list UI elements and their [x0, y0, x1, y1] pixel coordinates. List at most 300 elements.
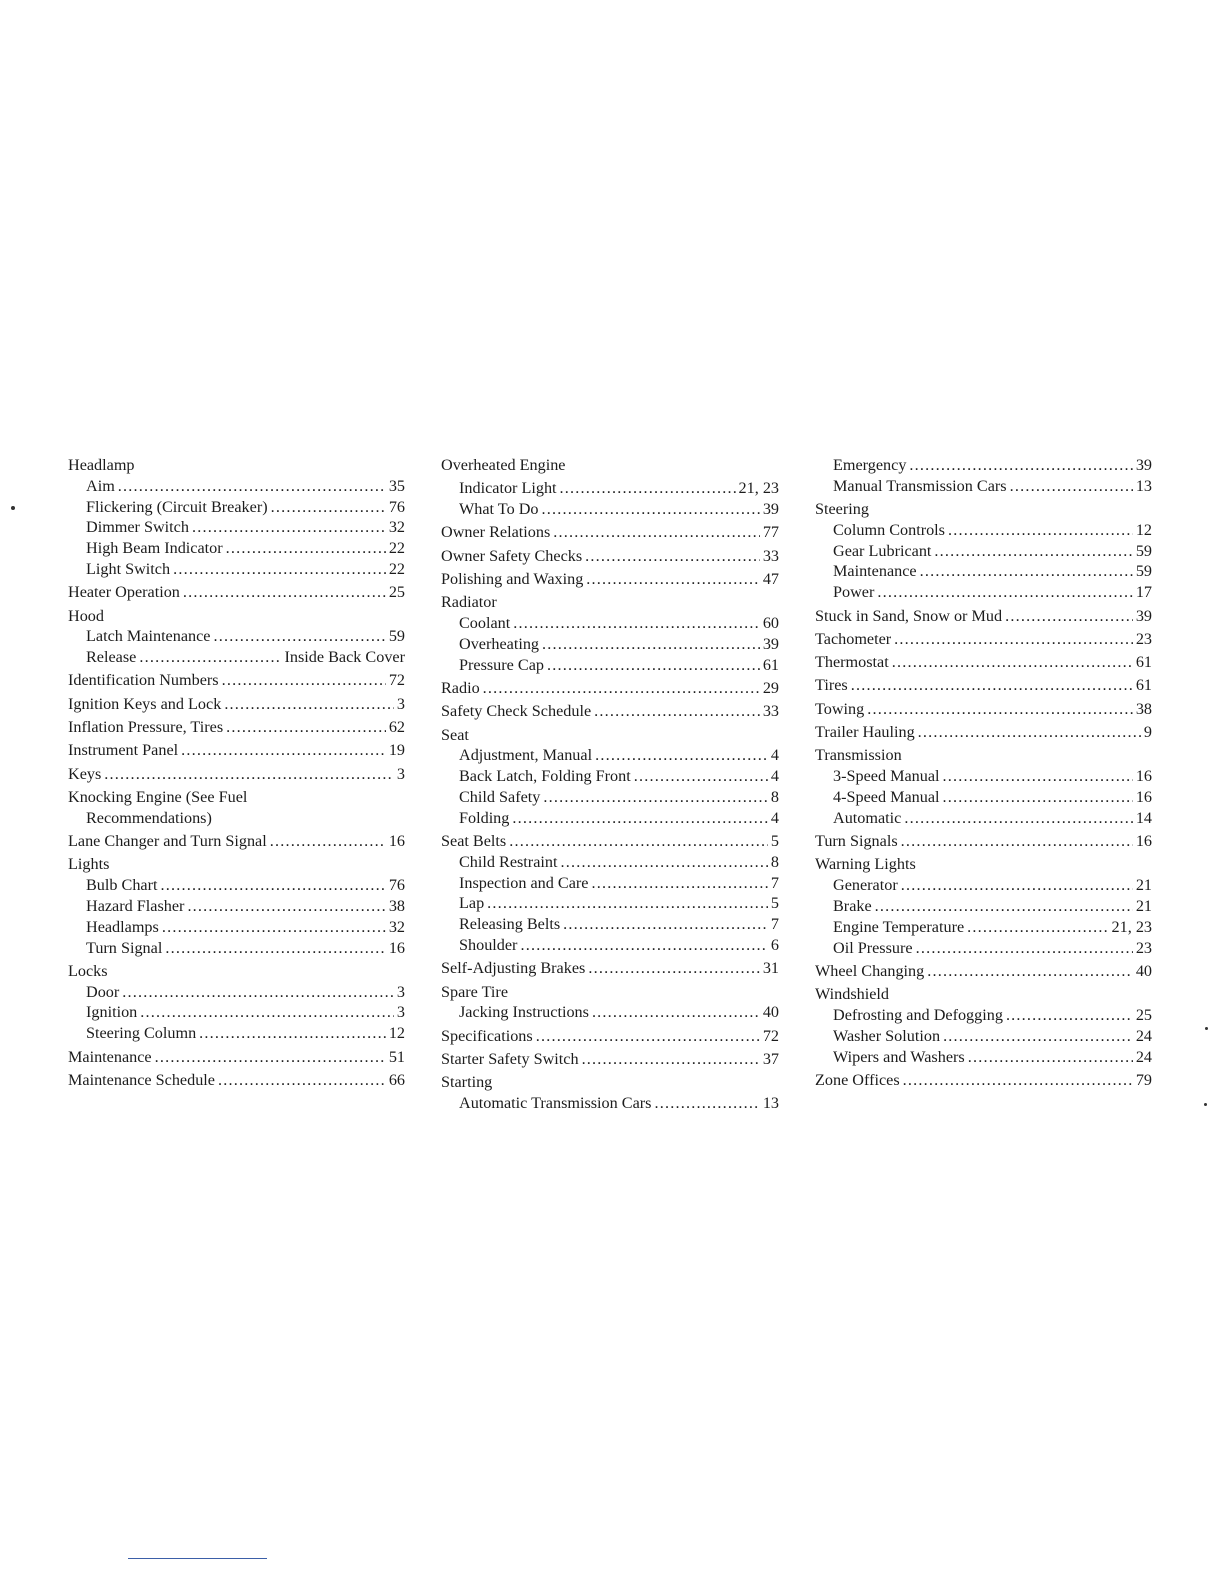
- entry-label: Starting: [441, 1073, 493, 1092]
- index-entry: [815, 896, 1152, 917]
- entry-page: 21, 23: [738, 479, 779, 498]
- entry-page: 32: [388, 917, 405, 936]
- index-entry: [68, 606, 405, 627]
- entry-label: Recommendations): [86, 808, 212, 827]
- index-entry: [815, 808, 1152, 829]
- index-entry: [441, 592, 779, 613]
- entry-page: 17: [1135, 583, 1152, 602]
- entry-label: Identification Numbers: [68, 671, 219, 690]
- entry-label: Ignition: [86, 1003, 138, 1022]
- entry-page: 22: [388, 559, 405, 578]
- index-entry: [68, 1047, 405, 1068]
- index-column-1: [68, 455, 405, 1091]
- dot-leader: [595, 745, 768, 766]
- index-entry: [815, 476, 1152, 497]
- index-entry: [68, 787, 405, 808]
- entry-label: Light Switch: [86, 559, 171, 578]
- margin-dot-right-lower: [1204, 1103, 1207, 1106]
- dot-leader: [943, 1026, 1133, 1047]
- entry-label: Warning Lights: [815, 855, 916, 874]
- entry-page: 39: [1135, 456, 1152, 474]
- index-entry: [815, 1047, 1152, 1068]
- index-entry: [815, 606, 1152, 627]
- dot-leader: [591, 873, 767, 894]
- entry-label: Inspection and Care: [459, 873, 589, 892]
- entry-label: Turn Signals: [815, 832, 898, 851]
- dot-leader: [162, 917, 386, 938]
- entry-page: 19: [388, 741, 405, 760]
- dot-leader: [592, 1002, 760, 1023]
- entry-page: 12: [388, 1024, 405, 1043]
- dot-leader: [875, 896, 1133, 917]
- dot-leader: [1006, 1005, 1133, 1026]
- index-entry: [68, 1023, 405, 1044]
- dot-leader: [867, 699, 1133, 720]
- entry-label: Dimmer Switch: [86, 518, 189, 537]
- entry-label: Locks: [68, 961, 108, 980]
- index-entry: [441, 893, 779, 914]
- entry-page: 39: [762, 634, 779, 653]
- entry-label: Radiator: [441, 593, 497, 612]
- index-entry: [68, 896, 405, 917]
- index-entry: [441, 655, 779, 676]
- entry-label: Generator: [833, 876, 898, 895]
- dot-leader: [181, 740, 386, 761]
- entry-page: 16: [388, 832, 405, 851]
- dot-leader: [547, 655, 760, 676]
- index-entry: [815, 722, 1152, 743]
- footnote-rule: [128, 1558, 267, 1559]
- dot-leader: [214, 626, 386, 647]
- dot-leader: [161, 875, 386, 896]
- entry-page: 25: [1135, 1005, 1152, 1024]
- entry-label: Column Controls: [833, 520, 945, 539]
- entry-page: 23: [1135, 938, 1152, 957]
- dot-leader: [104, 764, 394, 785]
- entry-page: 4: [770, 767, 779, 786]
- index-entry: [441, 766, 779, 787]
- dot-leader: [903, 1070, 1133, 1091]
- entry-label: Indicator Light: [459, 479, 557, 498]
- dot-leader: [877, 582, 1132, 603]
- entry-page: 62: [388, 718, 405, 737]
- index-entry: [815, 561, 1152, 582]
- entry-page: 12: [1135, 520, 1152, 539]
- entry-label: Radio: [441, 678, 480, 697]
- index-entry: [441, 787, 779, 808]
- entry-page: 6: [770, 936, 779, 955]
- entry-page: 21: [1135, 896, 1152, 915]
- entry-label: Automatic Transmission Cars: [459, 1094, 652, 1113]
- entry-label: Tires: [815, 676, 848, 695]
- entry-label: Trailer Hauling: [815, 723, 915, 742]
- index-entry: [815, 938, 1152, 959]
- entry-page: 24: [1135, 1047, 1152, 1066]
- margin-dot-right: [1205, 1027, 1208, 1030]
- index-entry: [441, 522, 779, 543]
- index-entry: [441, 1002, 779, 1023]
- entry-page: 33: [762, 546, 779, 565]
- entry-page: 35: [388, 476, 405, 495]
- index-entry: [815, 766, 1152, 787]
- index-entry: [815, 1070, 1152, 1091]
- entry-page: 59: [388, 627, 405, 646]
- dot-leader: [118, 476, 386, 497]
- entry-label: What To Do: [459, 500, 539, 519]
- entry-page: 47: [762, 569, 779, 588]
- index-entry: [815, 629, 1152, 650]
- dot-leader: [901, 875, 1133, 896]
- entry-page: 8: [770, 852, 779, 871]
- entry-label: Keys: [68, 764, 102, 783]
- index-entry: [441, 745, 779, 766]
- index-column-2: [441, 455, 779, 1114]
- dot-leader: [1010, 476, 1133, 497]
- index-entry: [441, 852, 779, 873]
- entry-label: Overheating: [459, 634, 540, 653]
- index-entry: [441, 1072, 779, 1093]
- entry-page: 72: [762, 1026, 779, 1045]
- dot-leader: [582, 1049, 760, 1070]
- dot-leader: [968, 1047, 1133, 1068]
- dot-leader: [173, 559, 386, 580]
- entry-label: Adjustment, Manual: [459, 746, 593, 765]
- entry-page: 40: [1135, 961, 1152, 980]
- index-column-3: [815, 455, 1152, 1091]
- entry-label: Gear Lubricant: [833, 541, 932, 560]
- entry-label: Self-Adjusting Brakes: [441, 959, 586, 978]
- dot-leader: [563, 914, 768, 935]
- dot-leader: [943, 766, 1133, 787]
- dot-leader: [943, 787, 1133, 808]
- entry-label: Engine Temperature: [833, 917, 965, 936]
- entry-page: 9: [1143, 723, 1152, 742]
- index-entry: [441, 808, 779, 829]
- index-entry: [68, 854, 405, 875]
- index-entry: [68, 808, 405, 829]
- entry-page: 16: [1135, 832, 1152, 851]
- dot-leader: [560, 852, 767, 873]
- index-entry: [815, 917, 1152, 938]
- index-entry: [68, 831, 405, 852]
- dot-leader: [140, 1002, 394, 1023]
- index-entry: [68, 1070, 405, 1091]
- index-entry: [441, 1093, 779, 1114]
- index-entry: [441, 499, 779, 520]
- margin-dot-left: [11, 506, 15, 510]
- dot-leader: [270, 831, 386, 852]
- entry-label: Latch Maintenance: [86, 627, 211, 646]
- entry-label: Seat Belts: [441, 832, 507, 851]
- dot-leader: [892, 652, 1133, 673]
- dot-leader: [224, 694, 394, 715]
- index-entry: [441, 701, 779, 722]
- entry-label: Steering Column: [86, 1024, 197, 1043]
- entry-page: 13: [1135, 476, 1152, 495]
- index-entry: [68, 476, 405, 497]
- index-entry: [815, 652, 1152, 673]
- entry-label: Coolant: [459, 614, 511, 633]
- index-entry: [815, 831, 1152, 852]
- dot-leader: [139, 647, 281, 668]
- dot-leader: [512, 808, 768, 829]
- entry-label: Child Safety: [459, 787, 541, 806]
- entry-page: 39: [1135, 606, 1152, 625]
- index-entry: [68, 938, 405, 959]
- entry-page: 16: [1135, 787, 1152, 806]
- index-entry: [815, 961, 1152, 982]
- entry-label: Power: [833, 583, 875, 602]
- entry-page: 8: [770, 787, 779, 806]
- entry-label: Jacking Instructions: [459, 1003, 589, 1022]
- index-entry: [815, 699, 1152, 720]
- index-entry: [815, 455, 1152, 476]
- index-entry: [68, 740, 405, 761]
- entry-label: Turn Signal: [86, 938, 163, 957]
- entry-page: 13: [762, 1094, 779, 1113]
- index-entry: [815, 875, 1152, 896]
- index-entry: [68, 694, 405, 715]
- dot-leader: [904, 808, 1132, 829]
- index-entry: [815, 499, 1152, 520]
- index-entry: [815, 1005, 1152, 1026]
- index-entry: [441, 478, 779, 499]
- dot-leader: [187, 896, 385, 917]
- dot-leader: [967, 917, 1108, 938]
- index-entry: [68, 626, 405, 647]
- entry-label: Child Restraint: [459, 852, 558, 871]
- entry-label: Oil Pressure: [833, 938, 913, 957]
- index-entry: [815, 520, 1152, 541]
- dot-leader: [226, 538, 386, 559]
- entry-page: 21: [1135, 876, 1152, 895]
- entry-page: 61: [1135, 676, 1152, 695]
- entry-page: 51: [388, 1047, 405, 1066]
- entry-page: 5: [770, 894, 779, 913]
- entry-page: 3: [396, 764, 405, 783]
- dot-leader: [934, 541, 1132, 562]
- dot-leader: [218, 1070, 386, 1091]
- entry-label: Automatic: [833, 808, 902, 827]
- index-entry: [441, 935, 779, 956]
- dot-leader: [513, 613, 760, 634]
- entry-label: Steering: [815, 500, 869, 519]
- entry-page: 60: [762, 614, 779, 633]
- dot-leader: [542, 499, 760, 520]
- entry-label: Starter Safety Switch: [441, 1050, 579, 1069]
- entry-page: 40: [762, 1003, 779, 1022]
- dot-leader: [586, 569, 760, 590]
- dot-leader: [654, 1093, 759, 1114]
- entry-label: Thermostat: [815, 653, 889, 672]
- index-entry: [815, 745, 1152, 766]
- entry-page: 61: [762, 655, 779, 674]
- entry-label: Instrument Panel: [68, 741, 179, 760]
- entry-page: 3: [396, 982, 405, 1001]
- dot-leader: [155, 1047, 386, 1068]
- index-entry: [68, 497, 405, 518]
- entry-label: Owner Safety Checks: [441, 546, 583, 565]
- index-entry: [68, 582, 405, 603]
- entry-page: 4: [770, 746, 779, 765]
- index-entry: [815, 984, 1152, 1005]
- index-entry: [441, 634, 779, 655]
- entry-label: Flickering (Circuit Breaker): [86, 497, 268, 516]
- index-entry: [441, 546, 779, 567]
- entry-label: Maintenance Schedule: [68, 1070, 215, 1089]
- index-entry: [441, 678, 779, 699]
- index-entry: [441, 982, 779, 1003]
- entry-page: 4: [770, 808, 779, 827]
- dot-leader: [553, 522, 760, 543]
- entry-label: Washer Solution: [833, 1026, 941, 1045]
- dot-leader: [183, 582, 386, 603]
- entry-page: 25: [388, 583, 405, 602]
- entry-page: 14: [1135, 808, 1152, 827]
- index-entry: [441, 873, 779, 894]
- entry-page: 32: [388, 518, 405, 537]
- entry-label: Windshield: [815, 985, 889, 1004]
- entry-label: Wipers and Washers: [833, 1047, 965, 1066]
- index-entry: [68, 670, 405, 691]
- dot-leader: [542, 634, 760, 655]
- index-entry: [815, 854, 1152, 875]
- entry-page: 16: [1135, 767, 1152, 786]
- entry-label: Manual Transmission Cars: [833, 476, 1007, 495]
- dot-leader: [509, 831, 768, 852]
- entry-page: 3: [396, 694, 405, 713]
- dot-leader: [487, 893, 768, 914]
- entry-page: 31: [762, 959, 779, 978]
- entry-page: 38: [1135, 699, 1152, 718]
- entry-label: Transmission: [815, 746, 902, 765]
- entry-label: Releasing Belts: [459, 915, 561, 934]
- entry-page: 59: [1135, 541, 1152, 560]
- entry-page: 24: [1135, 1026, 1152, 1045]
- entry-label: Defrosting and Defogging: [833, 1005, 1003, 1024]
- index-entry: [441, 958, 779, 979]
- entry-label: Door: [86, 982, 120, 1001]
- entry-page: 29: [762, 678, 779, 697]
- entry-label: Maintenance: [833, 562, 917, 581]
- entry-label: Back Latch, Folding Front: [459, 767, 631, 786]
- entry-label: Safety Check Schedule: [441, 702, 592, 721]
- index-entry: [68, 1002, 405, 1023]
- entry-label: Towing: [815, 699, 865, 718]
- dot-leader: [920, 561, 1133, 582]
- entry-label: Seat: [441, 725, 469, 744]
- index-entry: [441, 1049, 779, 1070]
- dot-leader: [588, 958, 759, 979]
- entry-label: Polishing and Waxing: [441, 569, 584, 588]
- index-entry: [68, 875, 405, 896]
- dot-leader: [585, 546, 760, 567]
- entry-page: 16: [388, 938, 405, 957]
- entry-label: Overheated Engine: [441, 456, 566, 474]
- index-entry: [815, 787, 1152, 808]
- entry-page: 76: [388, 497, 405, 516]
- entry-label: 3-Speed Manual: [833, 767, 940, 786]
- entry-label: Hazard Flasher: [86, 896, 185, 915]
- dot-leader: [1005, 606, 1133, 627]
- entry-label: High Beam Indicator: [86, 539, 223, 558]
- dot-leader: [222, 670, 386, 691]
- index-entry: [68, 717, 405, 738]
- entry-label: Knocking Engine (See Fuel: [68, 787, 248, 806]
- dot-leader: [536, 1026, 760, 1047]
- entry-label: Headlamp: [68, 456, 135, 474]
- index-entry: [68, 917, 405, 938]
- entry-page: 59: [1135, 562, 1152, 581]
- entry-label: Release: [86, 648, 137, 667]
- entry-label: Stuck in Sand, Snow or Mud: [815, 606, 1003, 625]
- entry-page: 37: [762, 1050, 779, 1069]
- entry-label: Hood: [68, 606, 104, 625]
- dot-leader: [271, 497, 386, 518]
- dot-leader: [851, 675, 1133, 696]
- index-entry: [815, 582, 1152, 603]
- dot-leader: [634, 766, 768, 787]
- index-entry: [815, 1026, 1152, 1047]
- entry-page: 66: [388, 1070, 405, 1089]
- index-entry: [441, 831, 779, 852]
- entry-label: Aim: [86, 476, 115, 495]
- index-entry: [441, 914, 779, 935]
- entry-page: 61: [1135, 653, 1152, 672]
- entry-label: Brake: [833, 896, 872, 915]
- dot-leader: [560, 478, 736, 499]
- entry-page: 76: [388, 876, 405, 895]
- dot-leader: [594, 701, 760, 722]
- entry-page: Inside Back Cover: [284, 648, 405, 667]
- entry-label: Ignition Keys and Lock: [68, 694, 222, 713]
- entry-label: Heater Operation: [68, 583, 180, 602]
- entry-label: Headlamps: [86, 917, 159, 936]
- index-entry: [68, 764, 405, 785]
- dot-leader: [165, 938, 385, 959]
- index-entry: [68, 559, 405, 580]
- entry-page: 33: [762, 702, 779, 721]
- entry-label: Specifications: [441, 1026, 533, 1045]
- index-entry: [68, 982, 405, 1003]
- index-entry: [68, 517, 405, 538]
- entry-label: Spare Tire: [441, 982, 509, 1001]
- dot-leader: [927, 961, 1133, 982]
- entry-page: 7: [770, 873, 779, 892]
- dot-leader: [894, 629, 1133, 650]
- dot-leader: [199, 1023, 386, 1044]
- dot-leader: [192, 517, 386, 538]
- index-entry: [68, 647, 405, 668]
- index-entry: [815, 541, 1152, 562]
- entry-label: Maintenance: [68, 1047, 152, 1066]
- entry-label: Tachometer: [815, 629, 892, 648]
- entry-page: 21, 23: [1111, 917, 1152, 936]
- dot-leader: [948, 520, 1133, 541]
- dot-leader: [916, 938, 1133, 959]
- entry-label: Lap: [459, 894, 485, 913]
- index-entry: [815, 675, 1152, 696]
- entry-page: 23: [1135, 629, 1152, 648]
- entry-label: Lane Changer and Turn Signal: [68, 832, 267, 851]
- entry-page: 77: [762, 523, 779, 542]
- dot-leader: [918, 722, 1141, 743]
- entry-label: Emergency: [833, 456, 907, 474]
- entry-page: 22: [388, 539, 405, 558]
- entry-page: 5: [770, 832, 779, 851]
- index-entry: [441, 1026, 779, 1047]
- dot-leader: [226, 717, 386, 738]
